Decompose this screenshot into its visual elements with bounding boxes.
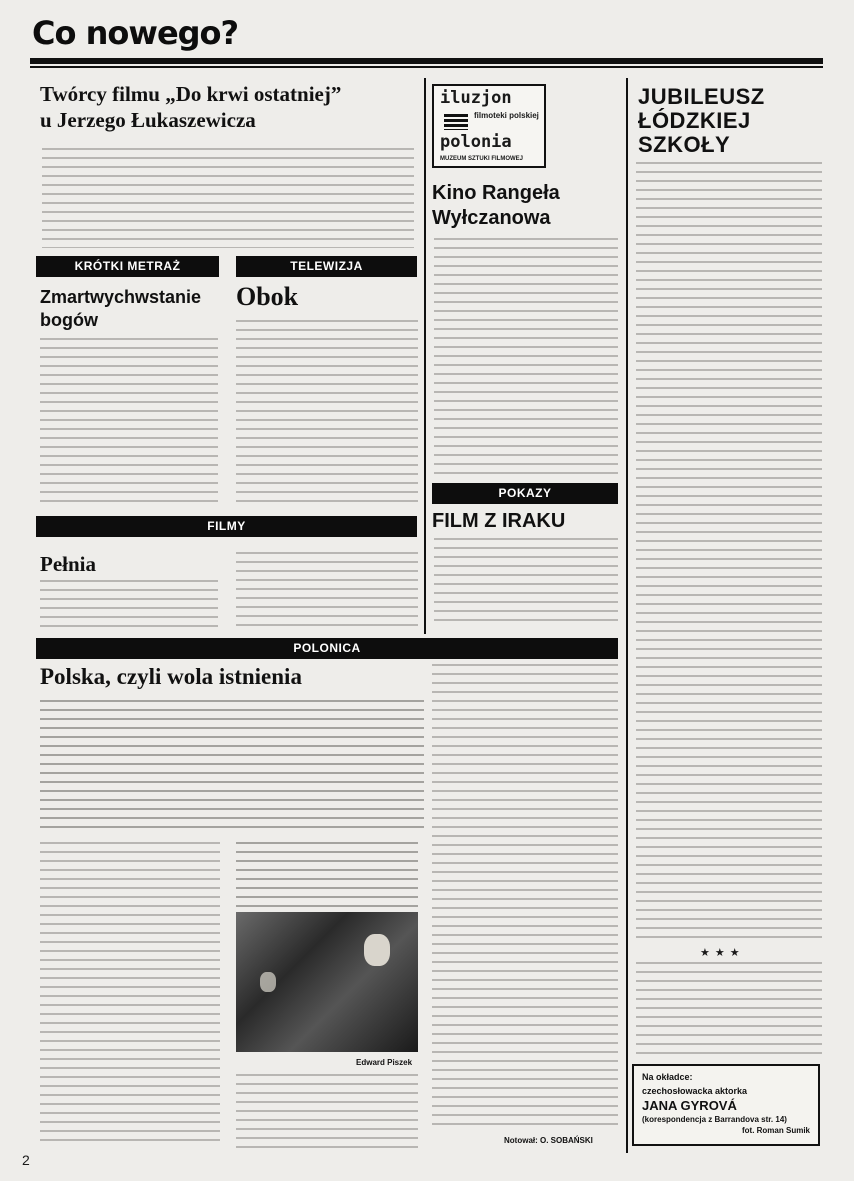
polska-body-col-1 <box>40 842 220 1148</box>
photo-caption: Edward Piszek <box>356 1058 413 1067</box>
logo-muzeum-text: MUZEUM SZTUKI FILMOWEJ <box>440 156 523 162</box>
cover-note-description: czechosłowacka aktorka <box>642 1086 748 1096</box>
hoffman-headline-1: Twórcy filmu „Do krwi ostatniej” <box>40 82 342 106</box>
iluzjon-logo <box>432 84 546 168</box>
irak-headline: FILM Z IRAKU <box>432 510 566 532</box>
column-rule-right <box>626 78 628 1153</box>
jubileusz-headline-3: SZKOŁY <box>638 132 731 157</box>
hoffman-body-text <box>42 148 414 248</box>
column-rule-left <box>424 78 426 634</box>
zmartwychwstanie-headline-1: Zmartwychwstanie <box>40 287 202 307</box>
polska-body-col-2-bottom <box>236 1074 418 1148</box>
logo-film-strip-icon <box>444 114 468 130</box>
section-krotki-metraz: KRÓTKI METRAŻ <box>36 256 219 277</box>
cover-note-photo-credit: fot. Roman Sumik <box>741 1126 810 1135</box>
jubileusz-headline-2: ŁÓDZKIEJ <box>638 108 751 133</box>
irak-body-text <box>434 538 618 628</box>
rangel-headline-1: Kino Rangeła <box>432 182 560 204</box>
star-separator-icon: ★★★ <box>700 946 745 959</box>
rangel-body-text <box>434 238 618 474</box>
notowal-credit: Notował: O. SOBAŃSKI <box>504 1136 593 1145</box>
edward-piszek-photo <box>236 912 418 1052</box>
cover-note-box <box>632 1064 820 1146</box>
cover-note-detail: (korespondencja z Barrandova str. 14) <box>642 1115 787 1124</box>
polska-lead-text <box>40 700 424 832</box>
section-telewizja: TELEWIZJA <box>236 256 417 277</box>
polska-body-col-3 <box>432 664 618 1132</box>
filmy-continued-text <box>236 552 418 628</box>
logo-polonia-text: polonia <box>440 132 512 152</box>
top-rule-thin <box>30 66 823 68</box>
pelnia-headline: Pełnia <box>40 552 96 576</box>
jubileusz-headline-1: JUBILEUSZ <box>638 84 765 109</box>
obok-headline: Obok <box>236 282 299 311</box>
section-polonica: POLONICA <box>36 638 618 659</box>
polska-headline: Polska, czyli wola istnienia <box>40 664 302 689</box>
page-number: 2 <box>22 1152 30 1168</box>
cover-note-name: JANA GYROVÁ <box>642 1098 737 1113</box>
polska-body-col-2-top <box>236 842 418 908</box>
rangel-headline-2: Wyłczanowa <box>432 207 551 229</box>
pelnia-body-text <box>40 580 218 628</box>
section-filmy: FILMY <box>36 516 417 537</box>
section-pokazy: POKAZY <box>432 483 618 504</box>
zmartwychwstanie-body-text <box>40 338 218 504</box>
obok-body-text <box>236 320 418 504</box>
masthead-title: Co nowego? <box>32 14 239 52</box>
logo-iluzjon-text: iluzjon <box>440 88 512 108</box>
hoffman-headline-2: u Jerzego Łukaszewicza <box>40 108 256 132</box>
logo-filmoteki-text: filmoteki polskiej <box>474 111 539 120</box>
zmartwychwstanie-headline-2: bogów <box>40 310 98 330</box>
jubileusz-body-text-1 <box>636 162 822 942</box>
cover-note-label: Na okładce: <box>642 1072 693 1082</box>
jubileusz-body-text-2 <box>636 962 822 1058</box>
top-rule-thick <box>30 58 823 64</box>
